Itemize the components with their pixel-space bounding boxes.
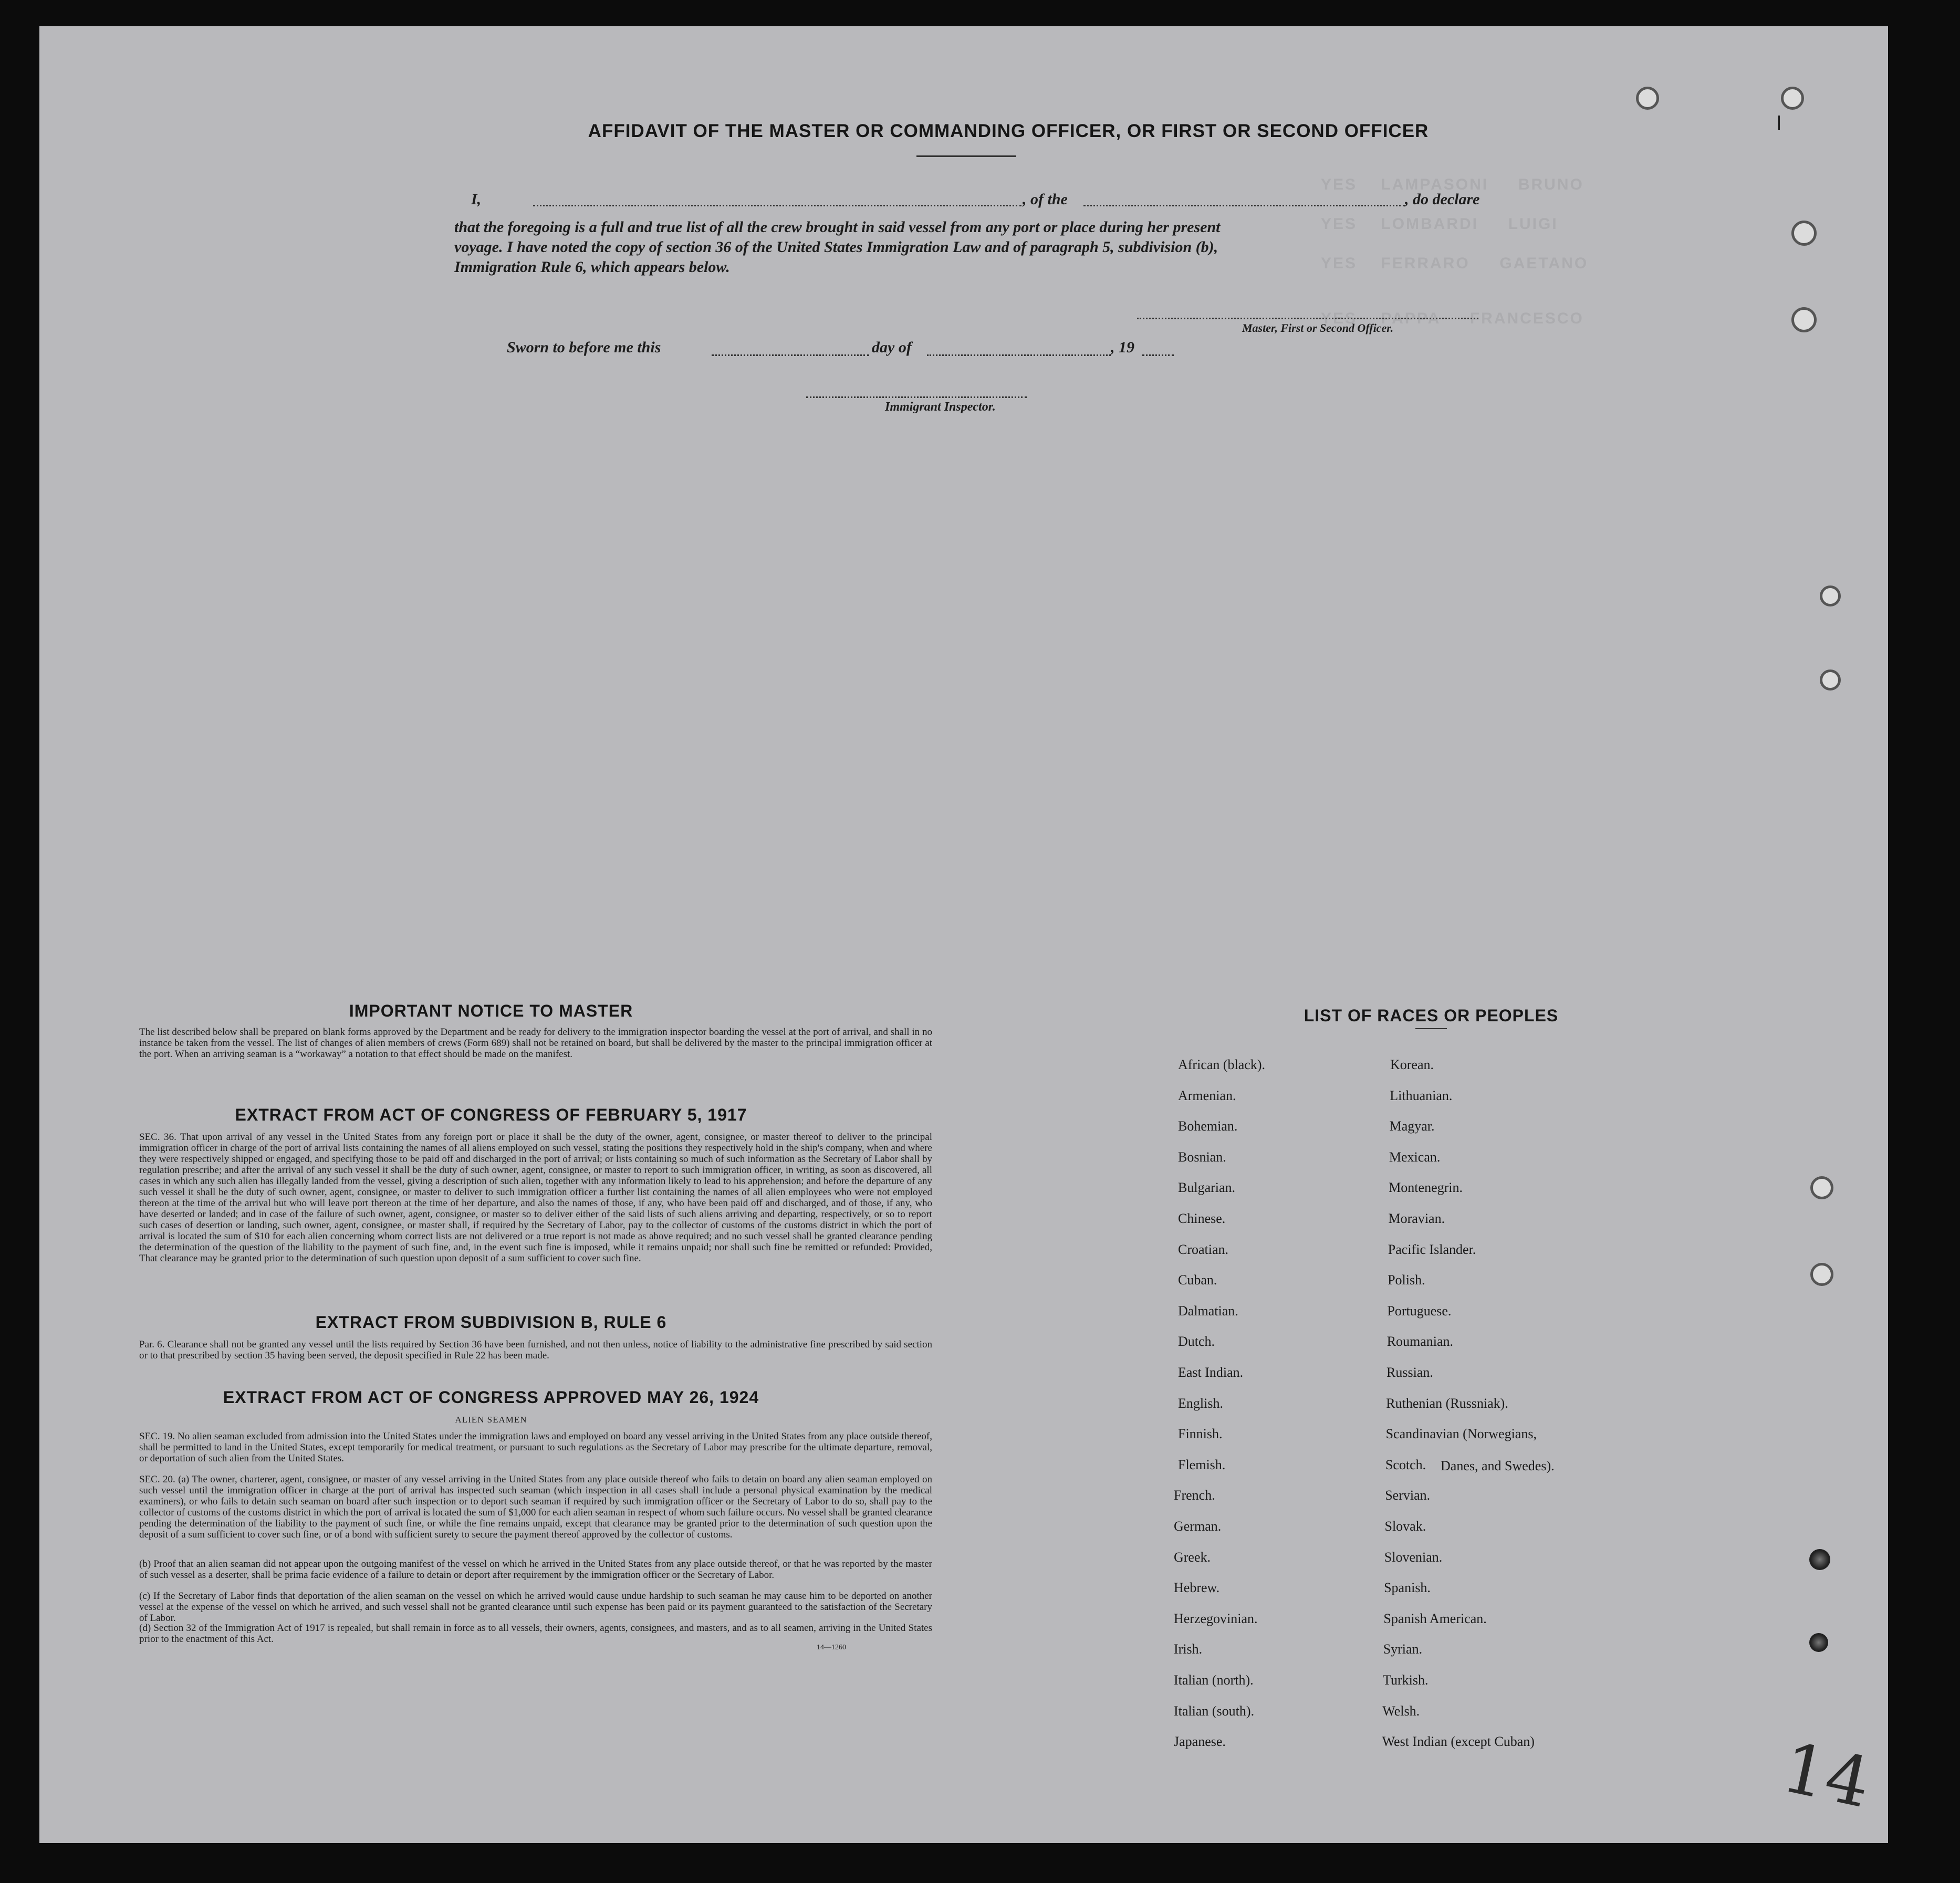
race-item: Italian (south). — [1174, 1703, 1255, 1719]
rule6-body: Par. 6. Clearance shall not be granted any vessel until the lists required by Section 36 have been furnished, and not then unless, notice of liability to the administrative fine prescribed by said section or to that prescribed by section 35 having been served, the deposit specified in Rule 22 has been made. — [139, 1339, 932, 1361]
race-item: Bulgarian. — [1178, 1180, 1236, 1196]
sworn-day-blank — [712, 354, 869, 356]
punch-hole-icon — [1820, 669, 1841, 691]
document-sheet — [39, 26, 1888, 1843]
sec20a-body: SEC. 20. (a) The owner, charterer, agent, consignee, or master of any vessel arriving in the United States from any place outside thereof who fails to detain on board any alien seaman employed on such vessel until the immigration officer in charge at the port of arrival has inspected such seaman (which inspection in all cases shall include a personal physical examination by the medical examiners), or who fails to detain such seaman on board after such inspection or to deport such seaman if required by such immigration officer or the Secretary of Labor to do so, shall pay to the collector of customs of the customs district in which the port of arrival is located the sum of $1,000 for each alien seaman in respect of whom such failure occurs. No vessel shall be granted clearance pending the determination of the liability to the payment of such fine, or while the fine remains unpaid, except that clearance may be granted prior to the determination of such question upon the deposit of a sum sufficient to cover such fine, or of a bond with sufficient surety to secure the payment thereof approved by the collector of customs. — [139, 1474, 932, 1540]
vessel-blank — [1083, 205, 1405, 206]
race-item: Syrian. — [1383, 1641, 1423, 1657]
race-item: Russian. — [1386, 1365, 1433, 1380]
affidavit-of-the: , of the — [1023, 191, 1068, 208]
race-item: East Indian. — [1178, 1365, 1244, 1380]
punch-hole-icon — [1810, 1263, 1833, 1286]
race-item: Moravian. — [1388, 1211, 1445, 1226]
rule6-title: EXTRACT FROM SUBDIVISION B, RULE 6 — [315, 1313, 667, 1332]
race-item: Lithuanian. — [1390, 1087, 1453, 1103]
pencil-tick — [1778, 116, 1780, 130]
race-item: Welsh. — [1382, 1703, 1420, 1719]
sec20b-body: (b) Proof that an alien seaman did not appear upon the outgoing manifest of the vessel on which he arrived in the United States from any place outside thereof, or that he was reported by the master of such vessel as a deserter, shall be prima facie evidence of a failure to detain or deport after requirement by the immigration officer or the Secretary of Labor. — [139, 1558, 932, 1581]
race-item: Ruthenian (Russniak). — [1386, 1395, 1508, 1411]
race-item: Japanese. — [1174, 1734, 1226, 1750]
day-of-label: day of — [872, 339, 912, 356]
title-rule — [916, 155, 1016, 157]
grommet-icon — [1809, 1633, 1828, 1652]
extract-1917-body: SEC. 36. That upon arrival of any vessel in the United States from any foreign port or place it shall be the duty of the owner, agent, consignee, or master thereof to deliver to the principal immigration officer in charge of the port of arrival lists containing the names of all aliens employed on such vessel, stating the positions they respectively hold in the ship's company, when and where they were respectively shipped or engaged, and specifying those to be paid off and discharged in the port of arrival; or lists containing so much of such information as the Secretary of Labor shall by regulation prescribe; and after the arrival of any such vessel it shall be the duty of such owner, agent, consignee, or master to report to such immigration officer, in writing, as soon as discovered, all cases in which any such alien has illegally landed from the vessel, giving a description of such alien, together with any information likely to lead to his apprehension; and before the departure of any such vessel it shall be the duty of such owner, agent, consignee, or master to deliver to such immigration officer a further list containing the names of all alien employees who were not employed thereon at the time of the arrival but who will leave port thereon at the time of her departure, and also the names of those, if any, who have been paid off and discharged, and of those, if any, who have deserted or landed; and in case of the failure of such owner, agent, consignee, or master so to deliver either of the said lists of such aliens arriving and departing, respectively, or so to report such cases of desertion or landing, such owner, agent, consignee, or master shall, if required by the Secretary of Labor, pay to the collector of customs of the customs district in which the port of arrival is located the sum of $10 for each alien concerning whom correct lists are not delivered or a true report is not made as above required; and no such vessel shall be granted clearance pending the determination of the question of the liability to the payment of such fine, and, in the event such fine is imposed, while it remains unpaid; nor shall such fine be remitted or refunded: Provided, That clearance may be granted prior to the determination of such question upon deposit of a sum sufficient to cover such fine. — [139, 1132, 932, 1264]
race-item: English. — [1178, 1395, 1223, 1411]
race-item: African (black). — [1178, 1057, 1266, 1072]
race-item: Slovenian. — [1384, 1549, 1443, 1565]
race-item: West Indian (except Cuban) — [1382, 1734, 1535, 1750]
race-item: Slovak. — [1384, 1519, 1426, 1534]
race-item: Montenegrin. — [1389, 1180, 1463, 1196]
punch-hole-icon — [1791, 307, 1817, 332]
race-item: Servian. — [1385, 1488, 1431, 1503]
inspector-signature-blank — [806, 396, 1027, 398]
races-title-rule — [1415, 1028, 1447, 1029]
race-item: Korean. — [1390, 1057, 1434, 1072]
race-item: Turkish. — [1383, 1672, 1429, 1688]
master-signature-label: Master, First or Second Officer. — [1242, 321, 1394, 334]
race-item: Herzegovinian. — [1174, 1610, 1258, 1626]
affidavit-body-line4: Immigration Rule 6, which appears below. — [454, 258, 730, 276]
affidavit-body-line2: that the foregoing is a full and true list of all the crew brought in said vessel from any port or place during her present — [454, 218, 1221, 236]
year-prefix: , 19 — [1111, 339, 1134, 356]
master-signature-blank — [1137, 318, 1478, 319]
punch-hole-icon — [1791, 221, 1817, 246]
bleed-through-row: YES PAPPA FRANCESCO — [1321, 310, 1584, 327]
punch-hole-icon — [1820, 585, 1841, 606]
race-item: Polish. — [1388, 1272, 1425, 1288]
race-item: Hebrew. — [1174, 1580, 1220, 1596]
extract-1917-title: EXTRACT FROM ACT OF CONGRESS OF FEBRUARY 5, 1917 — [235, 1105, 747, 1124]
race-item: Mexican. — [1389, 1149, 1441, 1165]
bleed-through-row: YES LOMBARDI LUIGI — [1321, 215, 1558, 233]
race-item: Scandinavian (Norwegians, — [1385, 1426, 1537, 1442]
race-item: Portuguese. — [1387, 1303, 1452, 1319]
notice-title: IMPORTANT NOTICE TO MASTER — [349, 1001, 633, 1020]
race-item: Magyar. — [1389, 1118, 1435, 1134]
race-item: Armenian. — [1178, 1087, 1236, 1103]
affidavit-title: AFFIDAVIT OF THE MASTER OR COMMANDING OFFICER, OR FIRST OR SECOND OFFICER — [588, 121, 1429, 141]
sec20c-body: (c) If the Secretary of Labor finds that deportation of the alien seaman on the vessel on which he arrived would cause undue hardship to such seaman he may cause him to be deported on another vessel at the expense of the vessel on which he arrived, and such vessel shall not be granted clearance until such expense has been paid or its payment guaranteed to the satisfaction of the Secretary of Labor. — [139, 1591, 932, 1624]
race-item: Spanish. — [1384, 1580, 1431, 1596]
race-item: Dutch. — [1178, 1334, 1215, 1350]
affidavit-body-line3: voyage. I have noted the copy of section 36 of the United States Immigration Law and of paragraph 5, subdivision (b), — [454, 238, 1218, 256]
punch-hole-icon — [1810, 1176, 1833, 1199]
race-item: Spanish American. — [1383, 1610, 1487, 1626]
grommet-icon — [1809, 1549, 1830, 1570]
sec19-body: SEC. 19. No alien seaman excluded from admission into the United States under the immigration laws and employed on board any vessel arriving in the United States from any place outside thereof, shall be permitted to land in the United States, except temporarily for medical treatment, or pursuant to such regulations as the Secretary of Labor may prescribe for the ultimate departure, removal, or deportation of such alien from the United States. — [139, 1431, 932, 1464]
race-item: Bosnian. — [1178, 1149, 1226, 1165]
handwritten-page-number: 14 — [1776, 1727, 1878, 1824]
name-blank — [533, 205, 1021, 206]
race-item: Bohemian. — [1178, 1118, 1238, 1134]
extract-1924-title: EXTRACT FROM ACT OF CONGRESS APPROVED MAY 26, 1924 — [223, 1388, 759, 1407]
sworn-month-blank — [927, 354, 1111, 356]
race-item: Chinese. — [1178, 1211, 1226, 1226]
bleed-through-row: YES FERRARO GAETANO — [1321, 255, 1589, 272]
punch-hole-icon — [1636, 87, 1659, 110]
race-item: Scotch. — [1385, 1457, 1426, 1472]
race-item: Croatian. — [1178, 1241, 1229, 1257]
form-number: 14—1260 — [817, 1644, 846, 1651]
race-item: Italian (north). — [1174, 1672, 1254, 1688]
notice-body: The list described below shall be prepared on blank forms approved by the Department and be ready for delivery to the immigration inspector boarding the vessel at the port of arrival, and shall in no instance be taken from the vessel. The list of changes of alien members of crews (Form 689) shall not be retained on board, but shall be delivered by the master to the principal immigration officer at the port. When an arriving seaman is a “workaway” a notation to that effect should be made on the manifest. — [139, 1027, 932, 1060]
races-title: LIST OF RACES OR PEOPLES — [1304, 1006, 1559, 1025]
inspector-label: Immigrant Inspector. — [885, 400, 996, 414]
race-item: Finnish. — [1178, 1426, 1223, 1442]
race-item: Irish. — [1174, 1641, 1203, 1657]
race-item: Dalmatian. — [1178, 1303, 1238, 1319]
race-item: Greek. — [1174, 1549, 1211, 1565]
affidavit-i: I, — [471, 191, 482, 208]
race-item: French. — [1174, 1488, 1215, 1503]
bleed-through-row: YES LAMPASONI BRUNO — [1321, 176, 1584, 193]
sworn-label: Sworn to before me this — [507, 339, 661, 356]
race-item: Pacific Islander. — [1388, 1241, 1476, 1257]
race-item: Cuban. — [1178, 1272, 1217, 1288]
race-item: German. — [1174, 1519, 1222, 1534]
race-item: Flemish. — [1178, 1457, 1226, 1472]
punch-hole-icon — [1781, 87, 1804, 110]
race-item: Roumanian. — [1386, 1334, 1454, 1350]
race-scandinavian-continued: Danes, and Swedes). — [1441, 1458, 1555, 1473]
sec20d-body: (d) Section 32 of the Immigration Act of 1917 is repealed, but shall remain in force as to all vessels, their owners, agents, consignees, and masters, and as to all seamen, arriving in the United States prior to the enactment of this Act. — [139, 1623, 932, 1645]
affidavit-declare: , do declare — [1405, 191, 1480, 208]
alien-seamen-subtitle: ALIEN SEAMEN — [455, 1415, 527, 1425]
year-blank — [1142, 354, 1174, 356]
